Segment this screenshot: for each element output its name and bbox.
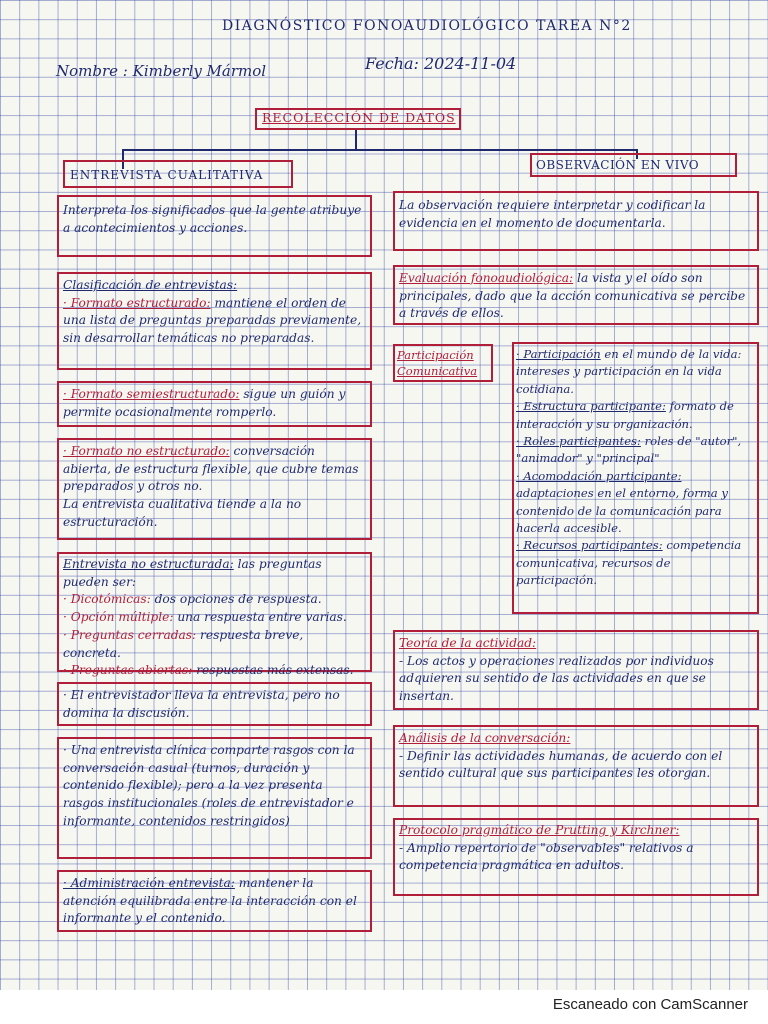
entrevistador: · El entrevistador lleva la entrevista, pero no domina la discusión. <box>63 688 340 720</box>
participacion-item: · Roles participantes: roles de "autor", "animador" y "principal" <box>516 434 742 466</box>
footer <box>0 990 768 1024</box>
participacion-item: · Recursos participantes: competencia comunicativa, recursos de participación. <box>516 538 742 588</box>
scanner-watermark: Escaneado con CamScanner <box>552 996 748 1013</box>
semiestructurado: · Formato semiestructurado: sigue un guión y permite ocasionalmente romperlo. <box>63 387 346 419</box>
preguntas: Entrevista no estructurada: las preguntas pueden ser: · Dicotómicas: dos opciones de respuesta. · Opción múltiple: una respuesta entre varias. · Preguntas cerradas: respuesta breve, concreta. · Preguntas abiertas: respuestas más extensas. <box>63 556 365 680</box>
administracion: · Administración entrevista: mantener la atención equilibrada entre la interacción con el informante y el contenido. <box>63 876 357 926</box>
date-value: 2024-11-04 <box>423 54 517 73</box>
participacion-item: · Acomodación participante: adaptaciones en el entorno, forma y contenido de la comunicación para hacerla accesible. <box>516 468 728 536</box>
clasificacion-heading: Clasificación de entrevistas: <box>63 278 238 292</box>
clinica: · Una entrevista clínica comparte rasgos con la conversación casual (turnos, duración y contenido flexible); pero a la vez presenta rasgos institucionales (roles de entrevistador e informante, contenidos restringidos) <box>63 743 355 828</box>
participacion-label: Participación Comunicativa <box>397 348 478 378</box>
student-name <box>56 62 266 80</box>
name-value: Kimberly Mármol <box>132 62 267 80</box>
pregunta-item: · Preguntas abiertas: respuestas más extensas. <box>63 663 354 678</box>
connector-horizontal <box>122 149 638 151</box>
page-title: DIAGNÓSTICO FONOAUDIOLÓGICO TAREA N°2 <box>222 18 632 34</box>
date-label: Fecha: <box>365 54 419 73</box>
no-estructurado: · Formato no estructurado: conversación abierta, de estructura flexible, que cubre temas preparados y otros no. La entrevista cualitativa tiende a la no estructuración. <box>63 444 359 529</box>
right-intro: La observación requiere interpretar y codificar la evidencia en el momento de documentarla. <box>399 198 706 230</box>
participacion-item: · Estructura participante: formato de interacción y su organización. <box>516 399 734 431</box>
teoria: Teoría de la actividad: - Los actos y operaciones realizados por individuos adquieren su sentido de las actividades en que se insertan. <box>399 636 714 704</box>
participacion-list <box>516 346 754 590</box>
pregunta-item: · Dicotómicas: dos opciones de respuesta. <box>63 592 322 607</box>
analisis: Análisis de la conversación: - Definir las actividades humanas, de acuerdo con el sentido cultural que sus participantes les otorgan. <box>399 731 723 781</box>
right-heading: OBSERVACIÓN EN VIVO <box>536 158 700 172</box>
evaluacion: Evaluación fonoaudiológica: la vista y el oído son principales, dado que la acción comunicativa se percibe a través de ellos. <box>399 271 746 321</box>
date <box>365 54 516 73</box>
name-label: Nombre : <box>56 62 128 80</box>
left-heading: ENTREVISTA CUALITATIVA <box>70 168 264 182</box>
clasificacion: Clasificación de entrevistas: · Formato estructurado: mantiene el orden de una lista de preguntas preparadas previamente, sin desarrollar temáticas no preparadas. <box>63 277 365 348</box>
pregunta-item: · Preguntas cerradas: respuesta breve, concreta. <box>63 627 304 660</box>
left-intro: Interpreta los significados que la gente atribuye a acontecimientos y acciones. <box>63 203 362 235</box>
connector-down <box>355 130 357 150</box>
protocolo: Protocolo pragmático de Prutting y Kirchner: - Amplio repertorio de "observables" relativos a competencia pragmática en adultos. <box>399 823 694 873</box>
participacion-item: · Participación en el mundo de la vida: intereses y participación en la vida cotidiana. <box>516 347 742 396</box>
pregunta-item: · Opción múltiple: una respuesta entre varias. <box>63 610 347 625</box>
root-title: RECOLECCIÓN DE DATOS <box>262 110 456 125</box>
